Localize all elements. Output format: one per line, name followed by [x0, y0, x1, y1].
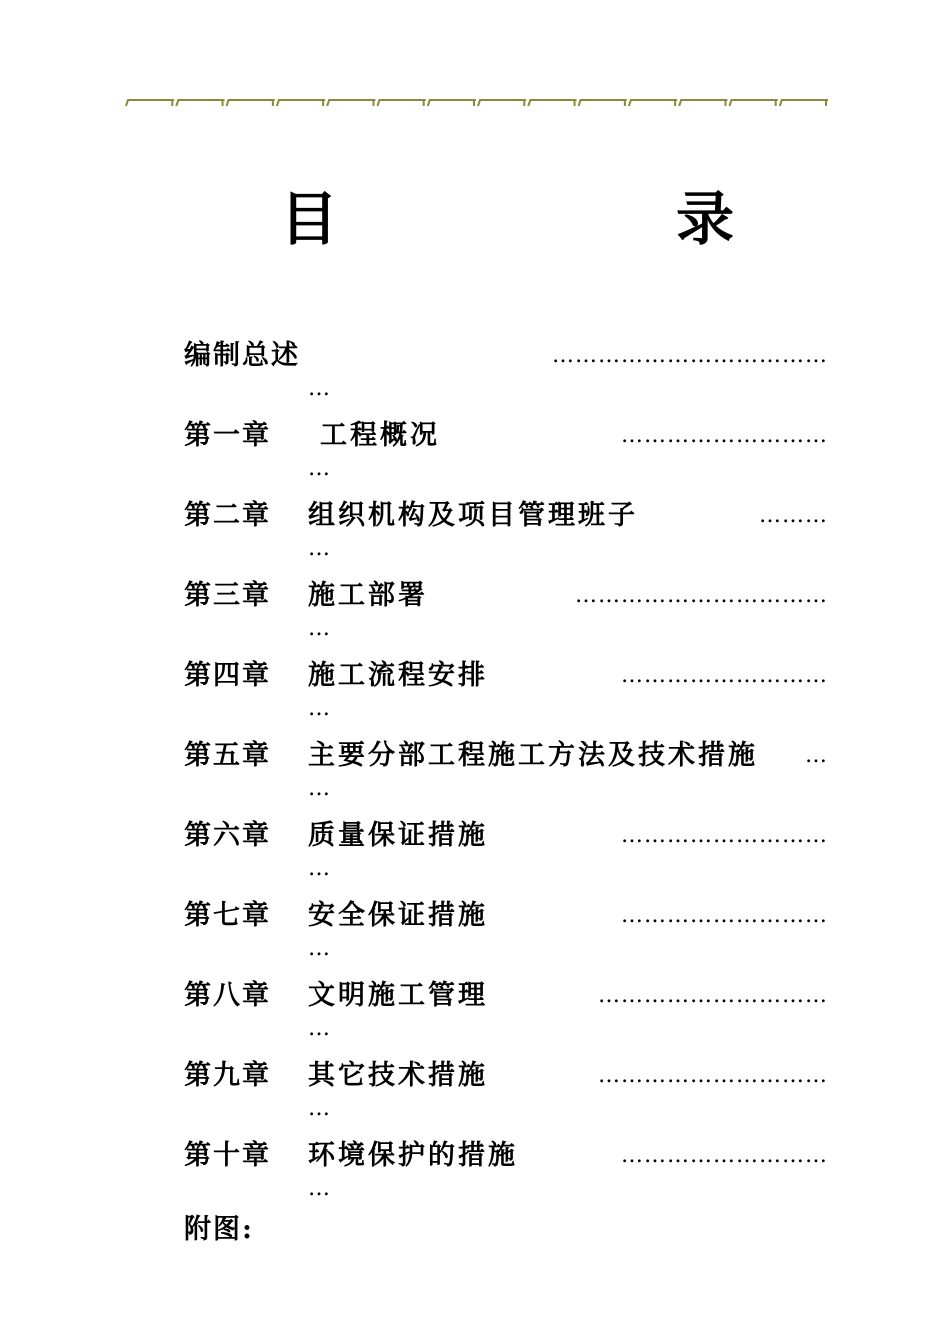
toc-heading-left: 目 — [280, 185, 339, 253]
header-rule-path — [126, 100, 828, 106]
toc-entry[interactable] — [184, 1136, 828, 1216]
toc-chapter-label: 第四章 — [184, 660, 271, 691]
toc-entry[interactable] — [184, 576, 828, 656]
toc-chapter-label: 第一章 — [184, 420, 271, 451]
toc-entry-line — [184, 976, 828, 1016]
toc-chapter-label: 编制总述 — [184, 340, 300, 371]
toc-leader-dots: ……………………… — [621, 663, 828, 688]
toc-chapter-label: 第六章 — [184, 820, 271, 851]
toc-entry[interactable] — [184, 896, 828, 976]
toc-leader-dots: ……………………… — [621, 823, 828, 848]
toc-leader-continuation: … — [308, 1096, 330, 1121]
toc-entry[interactable] — [184, 736, 828, 816]
toc-entry-line — [184, 656, 828, 696]
toc-entry-line — [184, 1056, 828, 1096]
toc-entry-line — [184, 816, 828, 856]
toc-chapter-title: 文明施工管理 — [308, 980, 488, 1011]
toc-leader-dots: … — [805, 743, 828, 768]
toc-leader-continuation: … — [308, 856, 330, 881]
toc-entry-line — [184, 576, 828, 616]
appendix-label: 附图: — [184, 1214, 254, 1245]
toc-entry[interactable] — [184, 976, 828, 1056]
toc-chapter-label: 第九章 — [184, 1060, 271, 1091]
toc-chapter-title: 其它技术措施 — [308, 1060, 488, 1091]
toc-chapter-label: 第八章 — [184, 980, 271, 1011]
toc-entry-line — [184, 416, 828, 456]
toc-leader-dots: ……………………… — [621, 903, 828, 928]
toc-leader-continuation: … — [308, 1016, 330, 1041]
toc-leader-dots: ……………………………… — [552, 343, 828, 368]
toc-entry-line — [184, 336, 828, 376]
toc-entry[interactable] — [184, 1056, 828, 1136]
header-decorative-rule — [124, 94, 828, 108]
toc-entry[interactable] — [184, 816, 828, 896]
toc-leader-dots: ………………………… — [598, 983, 828, 1008]
toc-entry-line — [184, 496, 828, 536]
toc-leader-dots: ……… — [759, 503, 828, 528]
toc-chapter-title: 主要分部工程施工方法及技术措施 — [308, 740, 758, 771]
toc-chapter-label: 第七章 — [184, 900, 271, 931]
toc-chapter-title: 环境保护的措施 — [308, 1140, 518, 1171]
toc-leader-continuation: … — [308, 376, 330, 401]
toc-chapter-title: 施工流程安排 — [308, 660, 488, 691]
toc-entry[interactable] — [184, 496, 828, 576]
toc-chapter-title: 质量保证措施 — [308, 820, 488, 851]
toc-chapter-label: 第三章 — [184, 580, 271, 611]
toc-leader-dots: …………………………… — [575, 583, 828, 608]
toc-chapter-title: 安全保证措施 — [308, 900, 488, 931]
toc-leader-continuation: … — [308, 456, 330, 481]
toc-leader-continuation: … — [308, 616, 330, 641]
toc-heading-right: 录 — [676, 185, 735, 253]
toc-leader-continuation: … — [308, 696, 330, 721]
toc-leader-dots: ……………………… — [621, 423, 828, 448]
toc-leader-continuation: … — [308, 936, 330, 961]
toc-leader-continuation: … — [308, 776, 330, 801]
toc-chapter-title: 施工部署 — [308, 580, 428, 611]
toc-leader-dots: ……………………… — [621, 1143, 828, 1168]
toc-entry-line — [184, 1136, 828, 1176]
toc-entry[interactable] — [184, 336, 828, 416]
toc-chapter-label: 第十章 — [184, 1140, 271, 1171]
toc-chapter-title: 组织机构及项目管理班子 — [308, 500, 638, 531]
toc-chapter-title: 工程概况 — [320, 420, 440, 451]
toc-leader-continuation: … — [308, 1176, 330, 1201]
toc-chapter-label: 第五章 — [184, 740, 271, 771]
toc-entry-line — [184, 736, 828, 776]
toc-entry[interactable] — [184, 416, 828, 496]
toc-leader-dots: ………………………… — [598, 1063, 828, 1088]
toc-entry-line — [184, 896, 828, 936]
toc-leader-continuation: … — [308, 536, 330, 561]
toc-entry[interactable] — [184, 656, 828, 736]
toc-chapter-label: 第二章 — [184, 500, 271, 531]
